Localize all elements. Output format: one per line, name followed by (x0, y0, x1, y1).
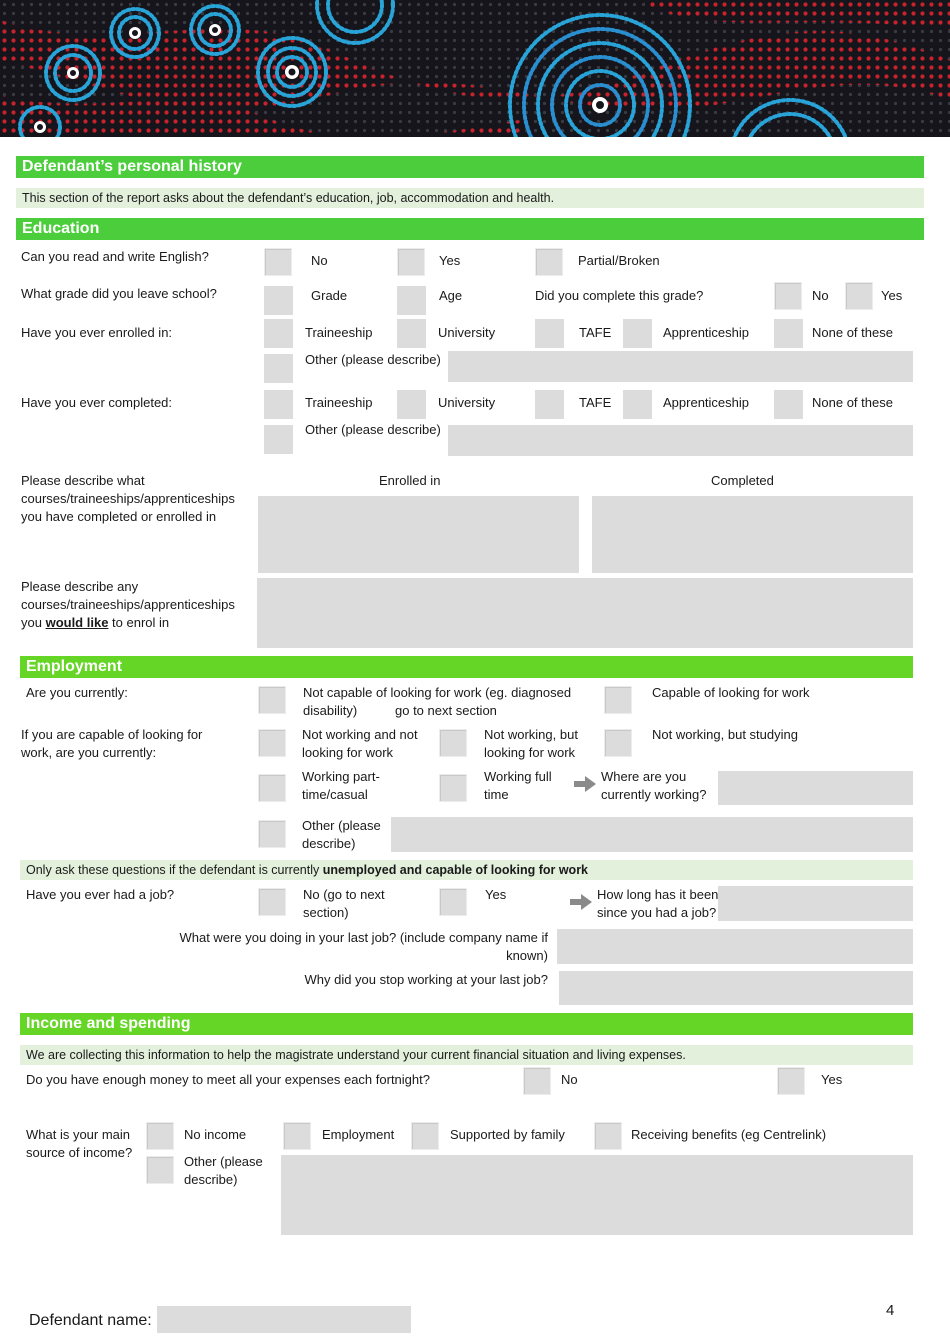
stop-working-input[interactable] (559, 971, 913, 1005)
checkbox-income-family[interactable] (411, 1122, 439, 1150)
checkbox-completed-apprenticeship[interactable] (623, 390, 652, 419)
checkbox-completed-other[interactable] (264, 425, 293, 454)
label-not-capable: Not capable of looking for work (eg. diagnosed disability) (303, 685, 572, 718)
income-intro: We are collecting this information to help the magistrate understand your current financial situation and living expenses. (20, 1045, 913, 1065)
label-enrolled-in: Enrolled in (379, 473, 441, 488)
checkbox-enough-no[interactable] (523, 1067, 551, 1095)
label-age: Age (439, 288, 463, 303)
label-not-working-not-looking: Not working and not looking for work (302, 727, 418, 760)
label-not-working-studying: Not working, but studying (652, 727, 798, 742)
section-header-personal-history: Defendant’s personal history (16, 156, 924, 178)
label-enrolled-apprenticeship: Apprenticeship (663, 325, 749, 340)
question-capable-currently: If you are capable of looking for work, are you currently: (21, 727, 203, 760)
income-other-textarea[interactable] (281, 1155, 913, 1235)
label-employment-other: Other (please describe) (302, 818, 381, 851)
arrow-right-icon (574, 776, 596, 792)
checkbox-enrolled-university[interactable] (397, 319, 426, 348)
label-completed-col: Completed (711, 473, 774, 488)
label-how-long: How long has it been since you had a job? (597, 887, 719, 920)
question-last-job: What were you doing in your last job? (include company name if known) (179, 930, 548, 963)
where-working-input[interactable] (718, 771, 913, 805)
checkbox-enrolled-other[interactable] (264, 354, 293, 383)
label-enrolled-none: None of these (812, 325, 893, 340)
how-long-input[interactable] (718, 886, 913, 921)
checkbox-enrolled-tafe[interactable] (535, 319, 564, 348)
question-enough-money: Do you have enough money to meet all your expenses each fortnight? (26, 1072, 430, 1087)
section-header-income: Income and spending (20, 1013, 913, 1035)
section-header-education: Education (16, 218, 924, 240)
checkbox-completed-university[interactable] (397, 390, 426, 419)
age-input[interactable] (397, 286, 426, 315)
label-capable: Capable of looking for work (652, 685, 810, 700)
label-grade-completed-no: No (812, 288, 829, 303)
label-completed-other: Other (please describe) (305, 422, 441, 437)
label-where-working: Where are you currently working? (601, 769, 707, 802)
label-read-no: No (311, 253, 328, 268)
checkbox-had-job-yes[interactable] (439, 888, 467, 916)
checkbox-grade-completed-yes[interactable] (845, 282, 873, 310)
checkbox-completed-traineeship[interactable] (264, 390, 293, 419)
checkbox-not-working-not-looking[interactable] (258, 729, 286, 757)
label-enrolled-other: Other (please describe) (305, 352, 441, 367)
question-describe-courses: Please describe what courses/traineeships/apprenticeships you have completed or enrolled in (21, 473, 235, 524)
label-completed-traineeship: Traineeship (305, 395, 373, 410)
question-currently: Are you currently: (26, 685, 128, 700)
section-header-employment: Employment (20, 656, 913, 678)
page-number: 4 (886, 1302, 895, 1319)
checkbox-capable[interactable] (604, 686, 632, 714)
checkbox-income-benefits[interactable] (594, 1122, 622, 1150)
checkbox-had-job-no[interactable] (258, 888, 286, 916)
checkbox-not-working-studying[interactable] (604, 729, 632, 757)
grade-input[interactable] (264, 286, 293, 315)
question-read-write: Can you read and write English? (21, 249, 209, 264)
label-no-income: No income (184, 1127, 247, 1142)
checkbox-enrolled-traineeship[interactable] (264, 319, 293, 348)
label-go-next-section: go to next section (395, 703, 497, 718)
checkbox-grade-completed-no[interactable] (774, 282, 802, 310)
label-income-benefits: Receiving benefits (eg Centrelink) (631, 1127, 827, 1142)
label-enough-yes: Yes (821, 1072, 843, 1087)
checkbox-part-time[interactable] (258, 774, 286, 802)
checkbox-employment-other[interactable] (258, 820, 286, 848)
completed-other-input[interactable] (448, 425, 913, 456)
label-enough-no: No (561, 1072, 578, 1087)
arrow-right-icon (570, 894, 592, 910)
label-completed-none: None of these (812, 395, 893, 410)
unemployed-note: Only ask these questions if the defendant is currently unemployed and capable of looking for work (20, 860, 913, 880)
completed-textarea[interactable] (592, 496, 913, 573)
checkbox-income-other[interactable] (146, 1156, 174, 1184)
dot-art-banner (0, 0, 950, 137)
question-would-like: Please describe any courses/traineeships/apprenticeships you would like to enrol in (21, 579, 235, 630)
label-had-job-yes: Yes (485, 887, 507, 902)
checkbox-enrolled-none[interactable] (774, 319, 803, 348)
label-had-job-no: No (go to next section) (303, 887, 385, 920)
checkbox-read-no[interactable] (264, 248, 292, 276)
question-completed: Have you ever completed: (21, 395, 173, 410)
section-intro: This section of the report asks about the defendant’s education, job, accommodation and health. (16, 188, 924, 208)
defendant-name-input[interactable] (157, 1306, 411, 1333)
label-enrolled-traineeship: Traineeship (305, 325, 373, 340)
question-main-source: What is your main source of income? (26, 1127, 133, 1160)
question-had-job: Have you ever had a job? (26, 887, 175, 902)
label-grade-completed-yes: Yes (881, 288, 903, 303)
label-completed-apprenticeship: Apprenticeship (663, 395, 749, 410)
question-grade: What grade did you leave school? (21, 286, 217, 301)
label-read-yes: Yes (439, 253, 461, 268)
label-completed-tafe: TAFE (579, 395, 612, 410)
defendant-name-label: Defendant name: (29, 1312, 152, 1329)
label-grade: Grade (311, 288, 348, 303)
label-enrolled-university: University (438, 325, 496, 340)
checkbox-not-capable[interactable] (258, 686, 286, 714)
label-part-time: Working part-time/casual (302, 769, 380, 802)
label-read-partial: Partial/Broken (578, 253, 660, 268)
label-not-working-looking: Not working, but looking for work (484, 727, 578, 760)
checkbox-read-yes[interactable] (397, 248, 425, 276)
enrolled-in-textarea[interactable] (258, 496, 579, 573)
checkbox-no-income[interactable] (146, 1122, 174, 1150)
employment-other-input[interactable] (391, 817, 913, 852)
checkbox-full-time[interactable] (439, 774, 467, 802)
label-income-employment: Employment (322, 1127, 395, 1142)
label-enrolled-tafe: TAFE (579, 325, 612, 340)
checkbox-not-working-looking[interactable] (439, 729, 467, 757)
checkbox-enrolled-apprenticeship[interactable] (623, 319, 652, 348)
label-income-other: Other (please describe) (184, 1154, 263, 1187)
checkbox-income-employment[interactable] (283, 1122, 311, 1150)
checkbox-read-partial[interactable] (535, 248, 563, 276)
question-stop-working: Why did you stop working at your last job? (304, 972, 548, 987)
last-job-input[interactable] (557, 929, 913, 964)
enrolled-other-input[interactable] (448, 351, 913, 382)
label-income-family: Supported by family (450, 1127, 565, 1142)
would-like-textarea[interactable] (257, 578, 913, 648)
question-enrolled: Have you ever enrolled in: (21, 325, 173, 340)
label-full-time: Working full time (484, 769, 552, 802)
question-completed-grade: Did you complete this grade? (535, 288, 704, 303)
checkbox-completed-none[interactable] (774, 390, 803, 419)
checkbox-enough-yes[interactable] (777, 1067, 805, 1095)
checkbox-completed-tafe[interactable] (535, 390, 564, 419)
label-completed-university: University (438, 395, 496, 410)
